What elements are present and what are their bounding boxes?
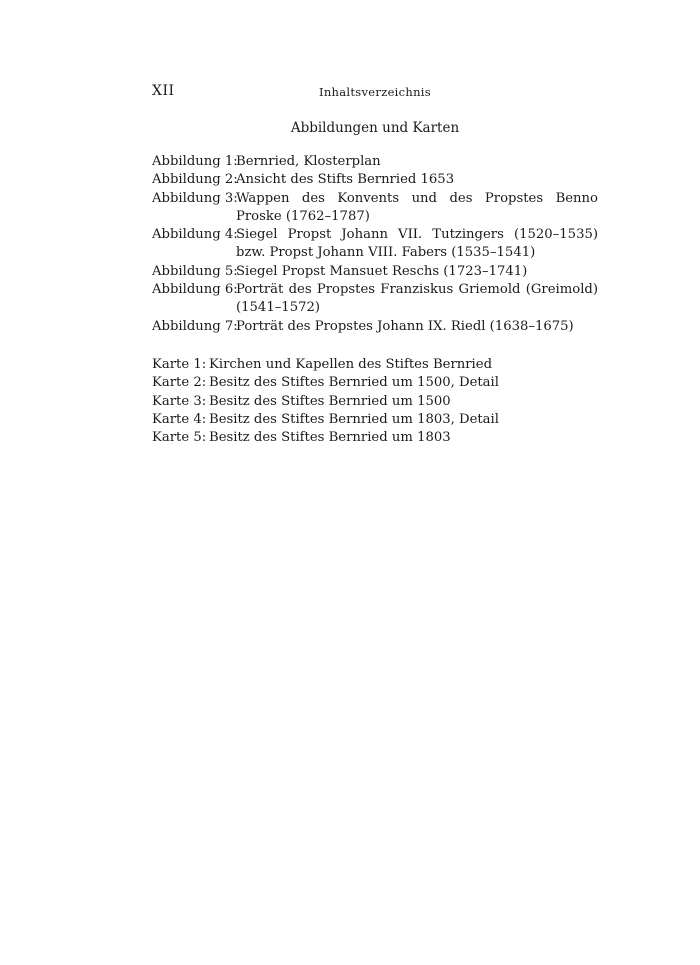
figure-entry (152, 226, 598, 263)
figure-label: Abbildung 5: (152, 263, 238, 279)
figure-label: Abbildung 2: (152, 172, 238, 188)
figure-caption: Porträt des Propstes Johann IX. Riedl (1638–1675) (236, 318, 574, 334)
map-list (152, 356, 598, 447)
figure-entry (152, 281, 598, 318)
figure-entry (152, 190, 598, 227)
figure-caption: Siegel Propst Johann VII. Tutzingers (1520–1535) bzw. Propst Johann VIII. Fabers (1535–1541) (236, 227, 598, 261)
figure-label: Abbildung 7: (152, 318, 238, 334)
map-label: Karte 5: (152, 430, 207, 446)
map-caption: Besitz des Stiftes Bernried um 1803, Detail (209, 411, 499, 427)
map-entry (152, 411, 598, 429)
figure-caption: Bernried, Klosterplan (236, 154, 381, 169)
map-label: Karte 2: (152, 375, 207, 391)
figure-entry (152, 171, 598, 189)
map-caption: Kirchen und Kapellen des Stiftes Bernried (209, 357, 493, 372)
map-entry (152, 393, 598, 411)
figure-entry (152, 263, 598, 281)
figure-list (152, 153, 598, 336)
map-entry (152, 429, 598, 447)
figure-entry (152, 153, 598, 171)
map-label: Karte 1: (152, 357, 207, 372)
map-label: Karte 4: (152, 411, 207, 427)
map-entry (152, 374, 598, 392)
map-caption: Besitz des Stiftes Bernried um 1500, Detail (209, 375, 499, 391)
running-head-title: Inhaltsverzeichnis (319, 85, 431, 99)
map-caption: Besitz des Stiftes Bernried um 1500 (209, 393, 451, 409)
map-label: Karte 3: (152, 393, 207, 409)
figure-caption: Porträt des Propstes Franziskus Griemold (Greimold) (1541–1572) (236, 282, 598, 316)
figure-label: Abbildung 3: (152, 190, 238, 206)
figure-label: Abbildung 1: (152, 154, 238, 169)
running-head (152, 83, 598, 103)
map-caption: Besitz des Stiftes Bernried um 1803 (209, 430, 451, 446)
figure-caption: Siegel Propst Mansuet Reschs (1723–1741) (236, 263, 528, 279)
figure-caption: Ansicht des Stifts Bernried 1653 (236, 172, 455, 188)
figure-label: Abbildung 6: (152, 282, 238, 298)
figure-caption: Wappen des Konvents und des Propstes Benno Proske (1762–1787) (236, 190, 598, 224)
figure-label: Abbildung 4: (152, 227, 238, 243)
section-title: Abbildungen und Karten (290, 120, 460, 136)
map-entry (152, 356, 598, 374)
figure-entry (152, 318, 598, 336)
page-number: XII (152, 83, 175, 99)
